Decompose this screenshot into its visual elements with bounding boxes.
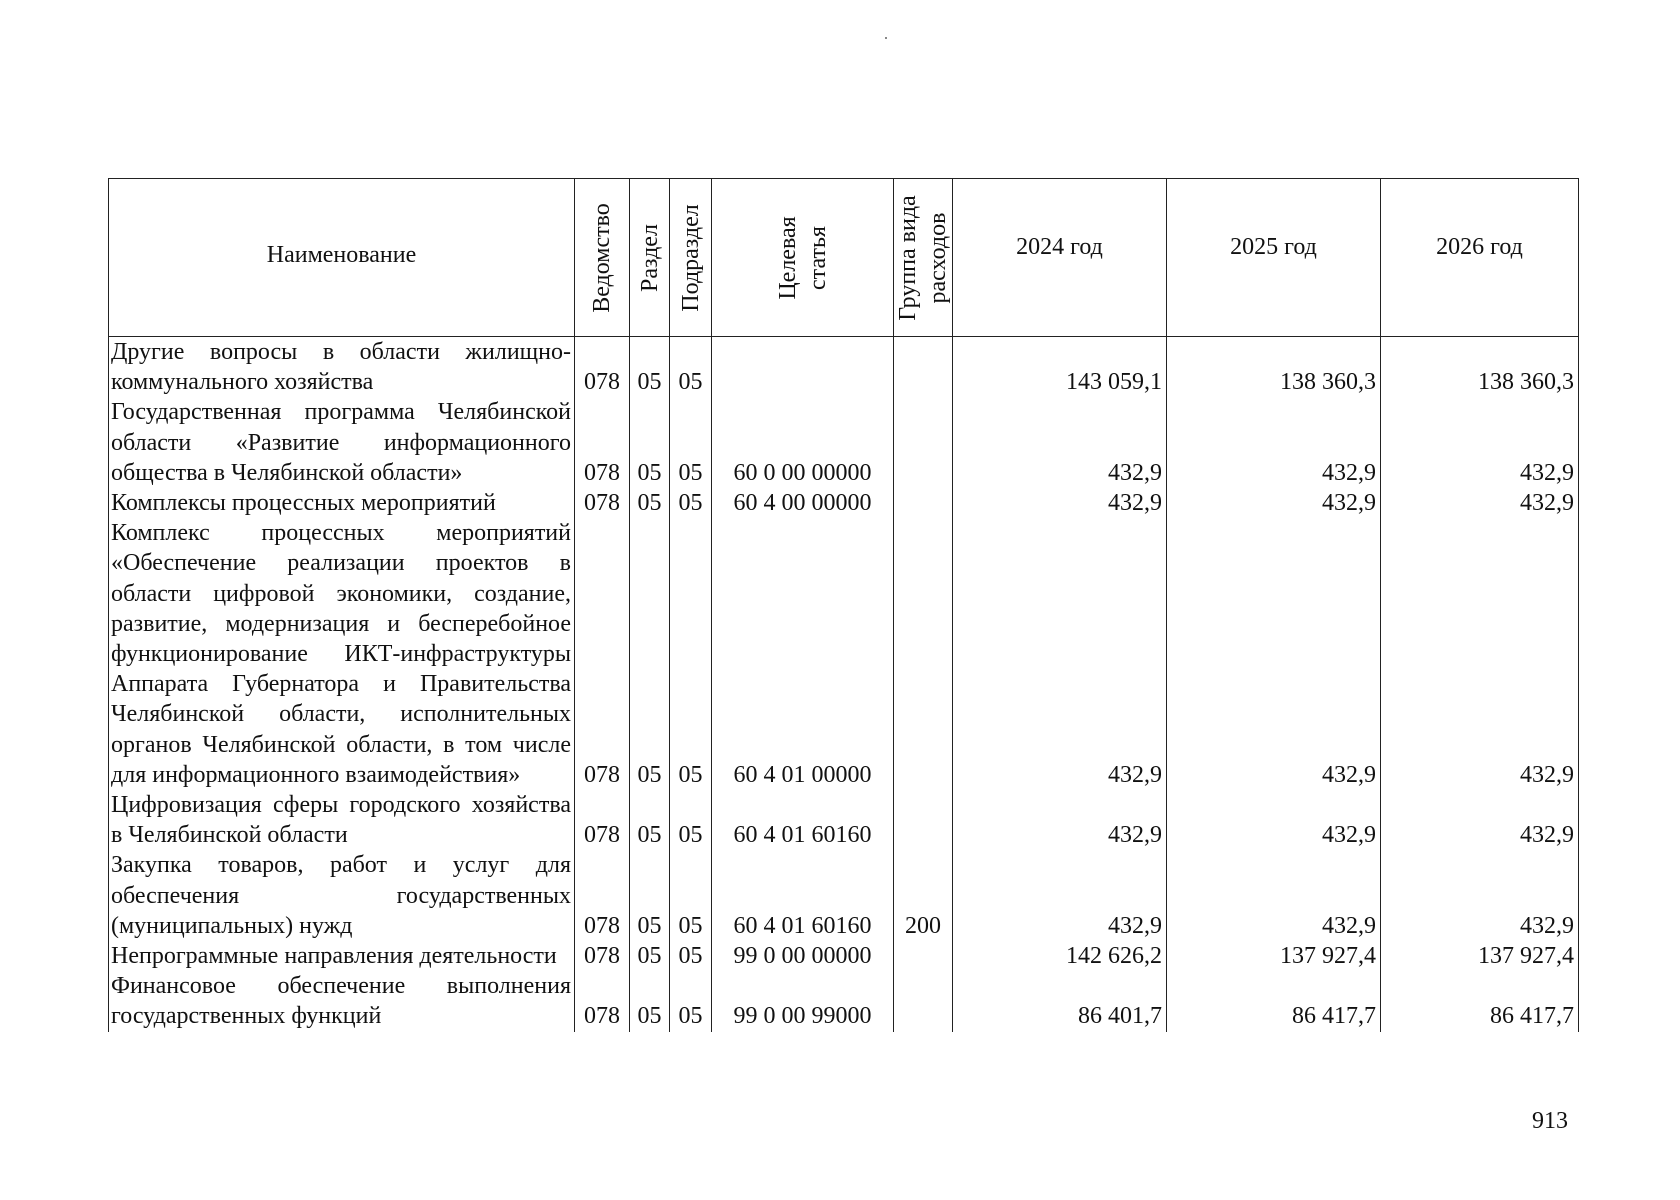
row-vedomstvo: 078 — [575, 337, 630, 398]
scan-speck — [885, 37, 887, 39]
row-name: Цифровизация сферы городского хозяйства в Челябинской области — [109, 790, 575, 850]
row-2026: 432,9 — [1381, 397, 1579, 488]
row-celevaya: 60 4 01 00000 — [712, 518, 894, 790]
page-number: 913 — [1532, 1108, 1568, 1134]
row-2026: 432,9 — [1381, 518, 1579, 790]
row-celevaya: 99 0 00 99000 — [712, 971, 894, 1031]
row-2025: 432,9 — [1167, 850, 1381, 941]
header-name: Наименование — [109, 179, 575, 337]
row-vedomstvo: 078 — [575, 397, 630, 488]
row-vedomstvo: 078 — [575, 941, 630, 971]
row-vedomstvo: 078 — [575, 850, 630, 941]
row-2026: 138 360,3 — [1381, 337, 1579, 398]
row-name: Комплекс процессных мероприятий «Обеспечение реализации проектов в области цифровой экономики, создание, развитие, модернизация и бесперебойное функционирование ИКТ-инфраструктуры Аппарата Губернатора и Правительства Челябинской области, исполнительных органов Челябинской области, в том числе для информационного взаимодействия» — [109, 518, 575, 790]
row-name: Комплексы процессных мероприятий — [109, 488, 575, 518]
row-gruppa — [894, 790, 953, 850]
row-2026: 432,9 — [1381, 790, 1579, 850]
row-2025: 432,9 — [1167, 397, 1381, 488]
header-vedomstvo: Ведомство — [575, 179, 630, 337]
row-podrazdel: 05 — [670, 337, 712, 398]
row-name: Закупка товаров, работ и услуг для обеспечения государственных (муниципальных) нужд — [109, 850, 575, 941]
row-razdel: 05 — [630, 850, 670, 941]
row-2024: 142 626,2 — [953, 941, 1167, 971]
row-2024: 432,9 — [953, 518, 1167, 790]
row-2024: 432,9 — [953, 850, 1167, 941]
table-row — [109, 488, 1579, 518]
header-2026: 2026 год — [1381, 179, 1579, 337]
row-gruppa — [894, 518, 953, 790]
row-razdel: 05 — [630, 941, 670, 971]
row-vedomstvo: 078 — [575, 971, 630, 1031]
row-2026: 86 417,7 — [1381, 971, 1579, 1031]
row-gruppa — [894, 337, 953, 398]
row-name: Государственная программа Челябинской области «Развитие информационного общества в Челябинской области» — [109, 397, 575, 488]
row-2024: 143 059,1 — [953, 337, 1167, 398]
row-2025: 86 417,7 — [1167, 971, 1381, 1031]
row-vedomstvo: 078 — [575, 518, 630, 790]
row-vedomstvo: 078 — [575, 488, 630, 518]
row-podrazdel: 05 — [670, 850, 712, 941]
row-celevaya: 60 0 00 00000 — [712, 397, 894, 488]
table-row — [109, 397, 1579, 488]
header-celevaya-statya: Целевая статья — [712, 179, 894, 337]
header-2024: 2024 год — [953, 179, 1167, 337]
table-row — [109, 941, 1579, 971]
row-razdel: 05 — [630, 397, 670, 488]
row-2025: 432,9 — [1167, 518, 1381, 790]
row-podrazdel: 05 — [670, 941, 712, 971]
row-podrazdel: 05 — [670, 790, 712, 850]
row-name: Финансовое обеспечение выполнения государственных функций — [109, 971, 575, 1031]
row-2024: 432,9 — [953, 488, 1167, 518]
row-vedomstvo: 078 — [575, 790, 630, 850]
row-2024: 86 401,7 — [953, 971, 1167, 1031]
table-row — [109, 790, 1579, 850]
row-podrazdel: 05 — [670, 518, 712, 790]
row-razdel: 05 — [630, 488, 670, 518]
row-gruppa — [894, 488, 953, 518]
header-razdel: Раздел — [630, 179, 670, 337]
row-name: Непрограммные направления деятельности — [109, 941, 575, 971]
row-razdel: 05 — [630, 790, 670, 850]
row-gruppa — [894, 397, 953, 488]
table-row — [109, 971, 1579, 1031]
row-celevaya: 99 0 00 00000 — [712, 941, 894, 971]
header-podrazdel: Подраздел — [670, 179, 712, 337]
row-podrazdel: 05 — [670, 397, 712, 488]
table-row — [109, 337, 1579, 398]
header-gruppa-vida-rashodov: Группа вида расходов — [894, 179, 953, 337]
row-2026: 432,9 — [1381, 850, 1579, 941]
budget-table — [108, 178, 1579, 1032]
header-2025: 2025 год — [1167, 179, 1381, 337]
row-gruppa: 200 — [894, 850, 953, 941]
row-celevaya: 60 4 01 60160 — [712, 790, 894, 850]
table-header-row — [109, 179, 1579, 337]
table-row — [109, 518, 1579, 790]
row-name: Другие вопросы в области жилищно-коммунального хозяйства — [109, 337, 575, 398]
row-razdel: 05 — [630, 971, 670, 1031]
row-celevaya — [712, 337, 894, 398]
row-gruppa — [894, 971, 953, 1031]
row-2024: 432,9 — [953, 397, 1167, 488]
row-podrazdel: 05 — [670, 971, 712, 1031]
row-razdel: 05 — [630, 337, 670, 398]
row-2024: 432,9 — [953, 790, 1167, 850]
row-2025: 137 927,4 — [1167, 941, 1381, 971]
row-podrazdel: 05 — [670, 488, 712, 518]
row-2025: 432,9 — [1167, 488, 1381, 518]
row-2026: 137 927,4 — [1381, 941, 1579, 971]
row-2025: 432,9 — [1167, 790, 1381, 850]
row-celevaya: 60 4 01 60160 — [712, 850, 894, 941]
row-razdel: 05 — [630, 518, 670, 790]
table-row — [109, 850, 1579, 941]
row-2025: 138 360,3 — [1167, 337, 1381, 398]
row-celevaya: 60 4 00 00000 — [712, 488, 894, 518]
row-2026: 432,9 — [1381, 488, 1579, 518]
row-gruppa — [894, 941, 953, 971]
